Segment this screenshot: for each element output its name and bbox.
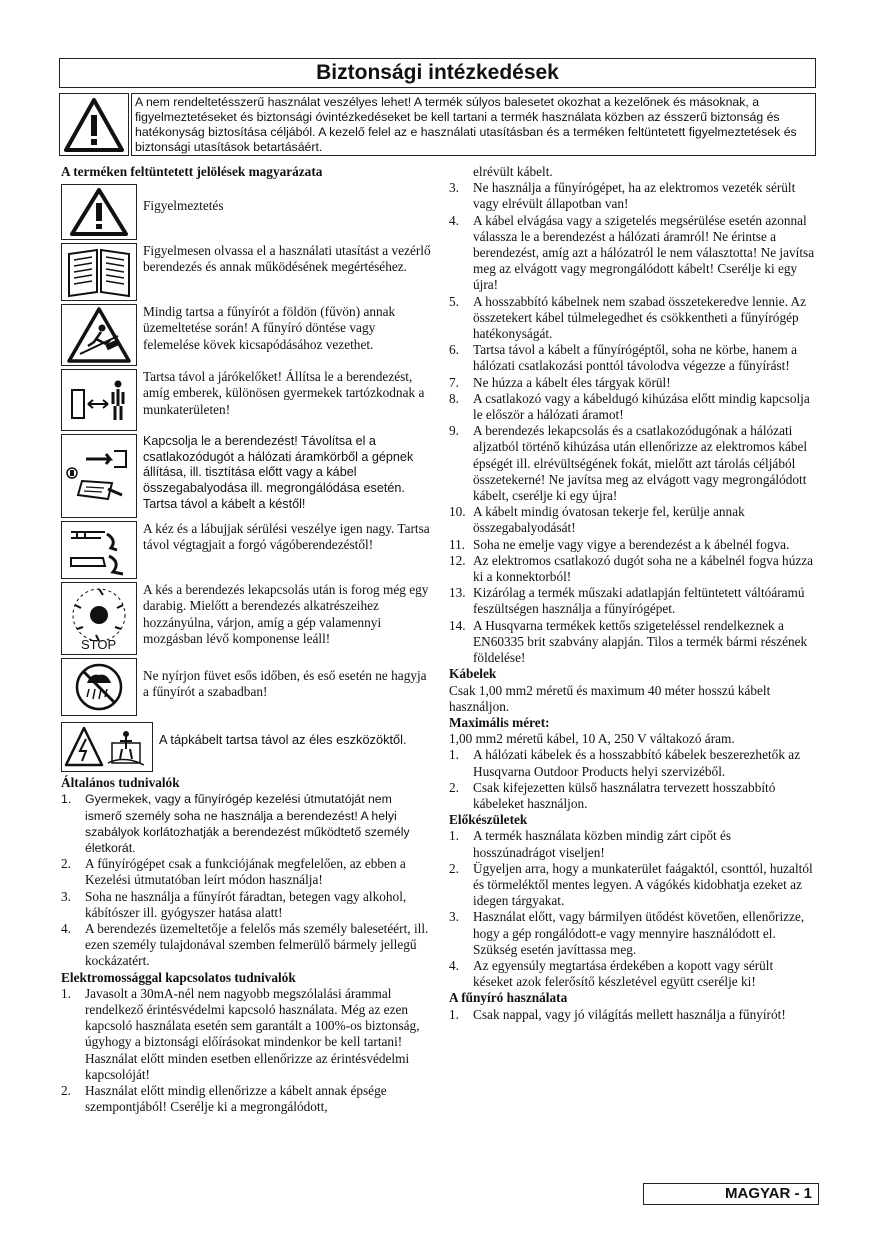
cable-shock-icon [64,725,150,769]
list-item: 2. A fűnyírógépet csak a funkciójának megfelelően, az ebben a Kezelési útmutatóban leírt módon használja! [61,856,406,888]
list-item: 3. Használat előtt, vagy bármilyen ütődést követően, ellenőrizze, hogy a gép rongálódott-e vagy mennyire használódott el. Szükség esetén javíttassa meg. [449,909,805,957]
symbol-text: Tartsa távol a járókelőket! Állítsa le a berendezést, amíg emberek, különösen gyermekek tartózkodnak a munkaterületen! [143,369,425,417]
maxsize-heading: Maximális méret: [449,714,550,730]
cables-heading: Kábelek [449,666,497,682]
symbol-box [61,658,137,716]
use-list [449,1007,815,1023]
general-heading: Általános tudnivalók [61,775,180,791]
symbol-text: Mindig tartsa a fűnyírót a földön (fűvön) annak üzemeltetése során! A fűnyíró döntése vagy felemelése kövek kicsapódásához vezethet. [143,304,396,352]
list-item: 8. A csatlakozó vagy a kábeldugó kihúzása előtt mindig kapcsolja le először a hálózati áramot! [449,390,810,423]
symbol-row [61,184,431,240]
page-number-label: MAGYAR - 1 [643,1183,819,1205]
symbol-box [61,184,137,240]
list-item: 14. A Husqvarna termékek kettős szigeteléssel rendelkeznek a EN60335 brit szabvány alapján. Tilos a termék bármi részének földelése! [449,617,808,666]
symbol-row [61,722,431,772]
no-rain-icon [69,661,129,713]
list-item: 1. A hálózati kábelek és a hosszabbító kábelek beszerezhetők az Husqvarna Outdoor Products helyi szervizéből. [449,747,801,779]
list-item: 5. A hosszabbító kábelnek nem szabad összetekeredve lennie. Az összetekert kábel túlmelegedhet és csökkentheti a fűnyírógép hatékonyságát. [449,293,807,342]
list-item: 1. Csak nappal, vagy jó világítás mellett használja a fűnyírót! [449,1006,786,1022]
list-item: 6. Tartsa távol a kábelt a fűnyírógéptől, soha ne körbe, hanem a hálózati csatlakozási ponttól távolodva végezze a fűnyírást! [449,342,797,374]
electric-list-right [449,180,815,666]
list-item: 1. Gyermekek, vagy a fűnyírógép kezelési útmutatóját nem ismerő személy soha ne használja a berendezést! A helyi szabályok korlátozhatják a berendezést működtető személy életkorát. [61,792,410,856]
list-item: 4. A kábel elvágása vagy a szigetelés megsérülése esetén azonnal válassza le a berendezést a hálózati áramról! Ne érintse a berendezést, amíg azt a hálózatról le nem választotta! Ne javítsa meg az elvágott vagy megrongálódott kábelt! Cserélje ki egy újra! [449,212,815,293]
list-item: 7. Ne húzza a kábelt éles tárgyak körül! [449,374,671,390]
symbol-row [61,434,431,518]
list-item: 2. Használat előtt mindig ellenőrizze a kábelt annak épsége szempontjából! Cserélje ki a megrongálódott, [61,1083,387,1115]
hand-foot-injury-icon [65,524,133,576]
warning-icon-box [59,93,129,156]
symbol-text: Ne nyírjon füvet esős időben, és eső esetén ne hagyja a fűnyírót a szabadban! [143,668,427,700]
read-manual-icon [64,246,134,298]
right-column [449,164,815,1023]
list-item: 12. Az elektromos csatlakozó dugót soha ne a kábelnél fogva húzza ki a konnektorból! [449,552,814,585]
symbols-heading: A terméken feltüntetett jelölések magyarázata [61,164,323,179]
symbol-text: Figyelmesen olvassa el a használati utasítást a vezérlő berendezés és annak működésének megértéséhez. [143,243,431,275]
warning-triangle-icon [69,187,129,237]
symbol-row [61,658,431,716]
keep-distance-icon [64,372,134,428]
electric-list-left [61,986,431,1116]
symbol-text: Figyelmeztetés [143,198,224,214]
list-item: 3. Ne használja a fűnyírógépet, ha az elektromos vezeték sérült vagy elrévült állapotban van! [449,180,796,212]
list-item: 9. A berendezés lekapcsolás és a csatlakozódugónak a hálózati aljzatból történő kihúzása után ellenőrizze az elektromos kábel épségét ill. elrévültségének fokát, mielőtt azt tárolás céljából összetekerné! Ne javítsa meg az elvágott vagy megrongálódott kábelt, cserélje ki egy újra! [449,423,808,504]
symbol-box [61,243,137,301]
list-item: 10. A kábelt mindig óvatosan tekerje fel, kerülje annak összegabalyodását! [449,504,745,536]
title-box [59,58,816,88]
symbol-row [61,369,431,431]
general-list [61,791,431,856]
symbol-box [61,521,137,579]
left-column [61,164,431,1115]
symbol-text: A kés a berendezés lekapcsolás után is forog még egy darabig. Mielőtt a berendezés alkatrészeihez hozzányúlna, várjon, amíg a gép valamennyi mozgásban lévő komponense leáll! [143,582,429,646]
prep-heading: Előkészületek [449,812,528,828]
list-item: 2. Csak kifejezetten külső használatra tervezett hosszabbító kábeleket használjon. [449,779,776,811]
symbol-row [61,521,431,579]
list-item: 1. A termék használata közben mindig zárt cipőt és hosszúnadrágot viseljen! [449,828,732,860]
cables-text: Csak 1,00 mm2 méretű és maximum 40 méter hosszú kábelt használjon. [449,682,771,714]
slope-fall-icon [66,306,132,364]
warning-triangle-icon [63,97,125,153]
list-item: 4. A berendezés üzemeltetője a felelős más személy balesetéért, ill. ezen személy tulajdonával szemben felmerülő bármely jellegű kockázatért. [61,921,429,969]
maxsize-text: 1,00 mm2 méretű kábel, 10 A, 250 V váltakozó áram. [449,731,735,747]
symbol-box [61,369,137,431]
symbol-box [61,304,137,366]
stop-label: STOP [81,637,117,653]
symbol-text: A kéz és a lábujjak sérülési veszélye igen nagy. Tartsa távol végtagjait a forgó vágóberendezéstől! [143,521,430,553]
prep-list [449,828,815,990]
symbol-text: Kapcsolja le a berendezést! Távolítsa el a csatlakozódugót a hálózati áramkörből a gépnek állítása, ill. tisztítása előtt vagy a kábel összegabalyodása ill. megrongálódása esetén. Tartsa távol a kábelt a késtől! [143,434,414,511]
symbol-box [61,434,137,518]
page-title: Biztonsági intézkedések [316,61,559,84]
list-item-continuation: elrévült kábelt. [473,164,553,179]
maxsize-list [449,747,815,812]
symbol-row [61,582,431,655]
symbol-row [61,243,431,301]
general-list-cont [61,856,431,969]
symbol-row [61,304,431,366]
symbol-text: A tápkábelt tartsa távol az éles eszközöktől. [159,732,407,748]
warning-text: A nem rendeltetésszerű használat veszélyes lehet! A termék súlyos balesetet okozhat a kezelőnek és másoknak, a figyelmeztetéseket és biztonsági óvintézkedéseket be kell tartani a termék használata közben az ésszerű biztonság és hatékonyság biztosítása céljából. A kezelő felel az e használati utasításban és a terméken feltüntetett figyelmeztetések és biztonsági utasítások betartásáért. [131,93,816,156]
list-item: 4. Az egyensúly megtartása érdekében a kopott vagy sérült késeket azok felerősítő készletével együtt cserélje ki! [449,957,774,990]
list-item: 2. Ügyeljen arra, hogy a munkaterület faágaktól, csonttól, huzaltól és törmeléktől mentes legyen. A vágókés kidobhatja ezeket az idegen tárgyakat. [449,860,813,909]
symbol-box [61,722,153,772]
list-item: 1. Javasolt a 30mA-nél nem nagyobb megszólalási árammal rendelkező érintésvédelmi kapcsoló használata. Még az ezen kapcsoló használata esetén sem garantált a 100%-os biztonság, úgyhogy a biztonsági előírásokat mindenkor be kell tartani! Használat előtt minden esetben ellenőrizze az érintésvédelmi kapcsolóját! [61,985,420,1082]
list-item: 11. Soha ne emelje vagy vigye a berendezést a k ábelnél fogva. [449,536,790,552]
electric-heading: Elektromossággal kapcsolatos tudnivalók [61,969,296,985]
use-heading: A fűnyíró használata [449,990,568,1006]
list-item: 3. Soha ne használja a fűnyírót fáradtan, betegen vagy alkohol, kábítószer ill. gyógyszer hatása alatt! [61,888,407,920]
list-item: 13. Kizárólag a termék műszaki adatlapján feltüntetett váltóáramú feszültségen használja a fűnyírógépet. [449,585,805,617]
unplug-icon [64,437,134,515]
